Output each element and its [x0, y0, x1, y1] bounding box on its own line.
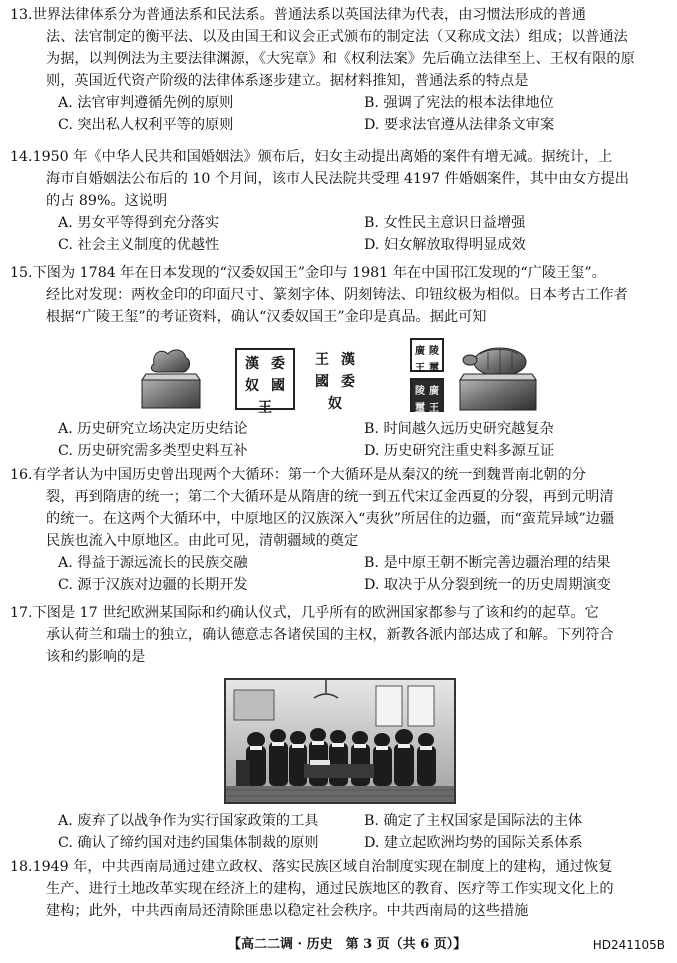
option-c: C. 社会主义制度的优越性: [58, 237, 220, 253]
question-stem-line: 裂，再到隋唐的统一；第二个大循环是从隋唐的统一到五代宋辽金西夏的分裂，再到元明清: [46, 489, 614, 505]
question-17: [10, 602, 670, 668]
question-stem-line: 15.下图为 1784 年在日本发现的“汉委奴国王”金印与 1981 年在中国邗江发现的“广陵王玺”。: [10, 265, 606, 281]
seal-character: 漢: [341, 352, 355, 368]
seal-character: 委: [271, 356, 285, 372]
question-stem-line: 建构；此外，中共西南局还清除匪患以稳定社会秩序。中共西南局的这些措施: [46, 903, 529, 919]
question-13: [10, 4, 670, 136]
option-a: A. 历史研究立场决定历史结论: [58, 421, 248, 437]
han-wei-nu-seal-impression: [235, 348, 295, 416]
option-b: B. 时间越久远历史研究越复杂: [364, 421, 554, 437]
seal-character: 陵: [429, 346, 439, 357]
question-stem-line: 17.下图是 17 世纪欧洲某国际和约确认仪式，几乎所有的欧洲国家都参与了该和约的起草。它: [10, 605, 599, 621]
option-d: D. 要求法官遵从法律条文审案: [364, 117, 555, 133]
option-d: D. 历史研究注重史料多源互证: [364, 443, 555, 459]
guang-ling-seal-mirror: [410, 378, 444, 412]
question-stem-line: 13.世界法律体系分为普通法系和民法系。普通法系以英国法律为代表，由习惯法形成的普通: [10, 7, 586, 23]
seal-character: 璽: [429, 363, 439, 374]
ceremony-illustration: [226, 680, 454, 802]
seal-character: 漢: [245, 356, 259, 372]
seal-comparison-figure: [140, 338, 560, 418]
question-stem-line: 18.1949 年，中共西南局通过建立政权、落实民族区域自治制度实现在制度上的建构，通过恢复: [10, 859, 613, 875]
question-stem-line: 的占 89%。这说明: [46, 193, 168, 209]
han-wei-nu-gold-seal-image: [140, 346, 202, 412]
peace-treaty-ceremony-painting: [224, 678, 456, 804]
option-a: A. 法官审判遵循先例的原则: [58, 95, 234, 111]
footer-page-info: 【高二二调 · 历史 第 3 页（共 6 页）】: [228, 937, 467, 952]
question-15-options: [10, 418, 670, 462]
question-stem-line: 则，英国近代资产阶级的法律体系逐步建立。据材料推知，普通法系的特点是: [46, 73, 529, 89]
question-14: [10, 146, 670, 256]
seal-character: 奴: [245, 378, 259, 394]
option-d: D. 取决于从分裂到统一的历史周期演变: [364, 577, 611, 593]
seal-character: 廣: [415, 346, 425, 357]
question-18: [10, 856, 670, 922]
han-wei-nu-seal-mirror: [305, 344, 365, 410]
question-stem-line: 民族也流入中原地区。由此可见，清朝疆域的奠定: [46, 533, 359, 549]
option-d: D. 建立起欧洲均势的国际关系体系: [364, 835, 583, 851]
option-d: D. 妇女解放取得明显成效: [364, 237, 526, 253]
question-stem-line: 生产、进行土地改革实现在经济上的建构，通过民族地区的教育、医疗等工作实现文化上的: [46, 881, 614, 897]
option-a: A. 男女平等得到充分落实: [58, 215, 220, 231]
guang-ling-seal-impression: [410, 338, 444, 372]
option-c: C. 突出私人权利平等的原则: [58, 117, 234, 133]
seal-character: 奴: [328, 396, 342, 412]
question-stem-line: 为据，以判例法为主要法律渊源，《大宪章》和《权利法案》先后确立法律至上、王权有限的原: [46, 51, 635, 67]
option-c: C. 确认了缔约国对违约国集体制裁的原则: [58, 835, 319, 851]
question-stem-line: 16.有学者认为中国历史曾出现两个大循环：第一个大循环是从秦汉的统一到魏晋南北朝的分: [10, 467, 586, 483]
question-stem-line: 该和约影响的是: [46, 649, 146, 665]
question-stem-line: 的统一。在这两个大循环中，中原地区的汉族深入“夷狄”所居住的边疆，而“蛮荒异域”边疆: [46, 511, 615, 527]
option-c: C. 历史研究需多类型史料互补: [58, 443, 248, 459]
option-b: B. 女性民主意识日益增强: [364, 215, 526, 231]
question-stem-line: 承认荷兰和瑞士的独立，确认德意志各诸侯国的主权，新教各派内部达成了和解。下列符合: [46, 627, 614, 643]
page-footer: [0, 935, 677, 955]
option-a: A. 废弃了以战争作为实行国家政策的工具: [58, 813, 319, 829]
option-a: A. 得益于源远流长的民族交融: [58, 555, 248, 571]
seal-character: 璽: [415, 403, 425, 414]
question-stem-line: 海市自婚姻法公布后的 10 个月间，该市人民法院共受理 4197 件婚姻案件，其中由女方提出: [46, 171, 629, 187]
question-15: [10, 262, 670, 328]
option-b: B. 是中原王朝不断完善边疆治理的结果: [364, 555, 611, 571]
question-stem-line: 经比对发现：两枚金印的印面尺寸、篆刻字体、阴刻铸法、印钮纹极为相似。日本考古工作者: [46, 287, 628, 303]
seal-character: 陵: [415, 386, 425, 397]
question-stem-line: 14.1950 年《中华人民共和国婚姻法》颁布后，妇女主动提出离婚的案件有增无减。据统计，上: [10, 149, 613, 165]
seal-character: 王: [315, 352, 329, 368]
seal-character: 王: [429, 403, 439, 414]
question-16: [10, 464, 670, 596]
seal-character: 廣: [429, 386, 439, 397]
question-stem-line: 根据“广陵王玺”的考证资料，确认“汉委奴国王”金印是真品。据此可知: [46, 309, 487, 325]
option-c: C. 源于汉族对边疆的长期开发: [58, 577, 248, 593]
seal-character: 王: [415, 363, 425, 374]
seal-character: 委: [341, 374, 355, 390]
seal-character: 國: [315, 374, 329, 390]
seal-character: 國: [271, 378, 285, 394]
option-b: B. 确定了主权国家是国际法的主体: [364, 813, 583, 829]
option-b: B. 强调了宪法的根本法律地位: [364, 95, 554, 111]
question-17-options: [10, 810, 670, 854]
guang-ling-gold-seal-image: [458, 342, 538, 414]
footer-exam-code: HD241105B: [592, 938, 665, 952]
seal-character: 王: [258, 400, 272, 416]
question-stem-line: 法、法官制定的衡平法、以及由国王和议会正式颁布的制定法（又称成文法）组成；以普通法: [46, 29, 628, 45]
